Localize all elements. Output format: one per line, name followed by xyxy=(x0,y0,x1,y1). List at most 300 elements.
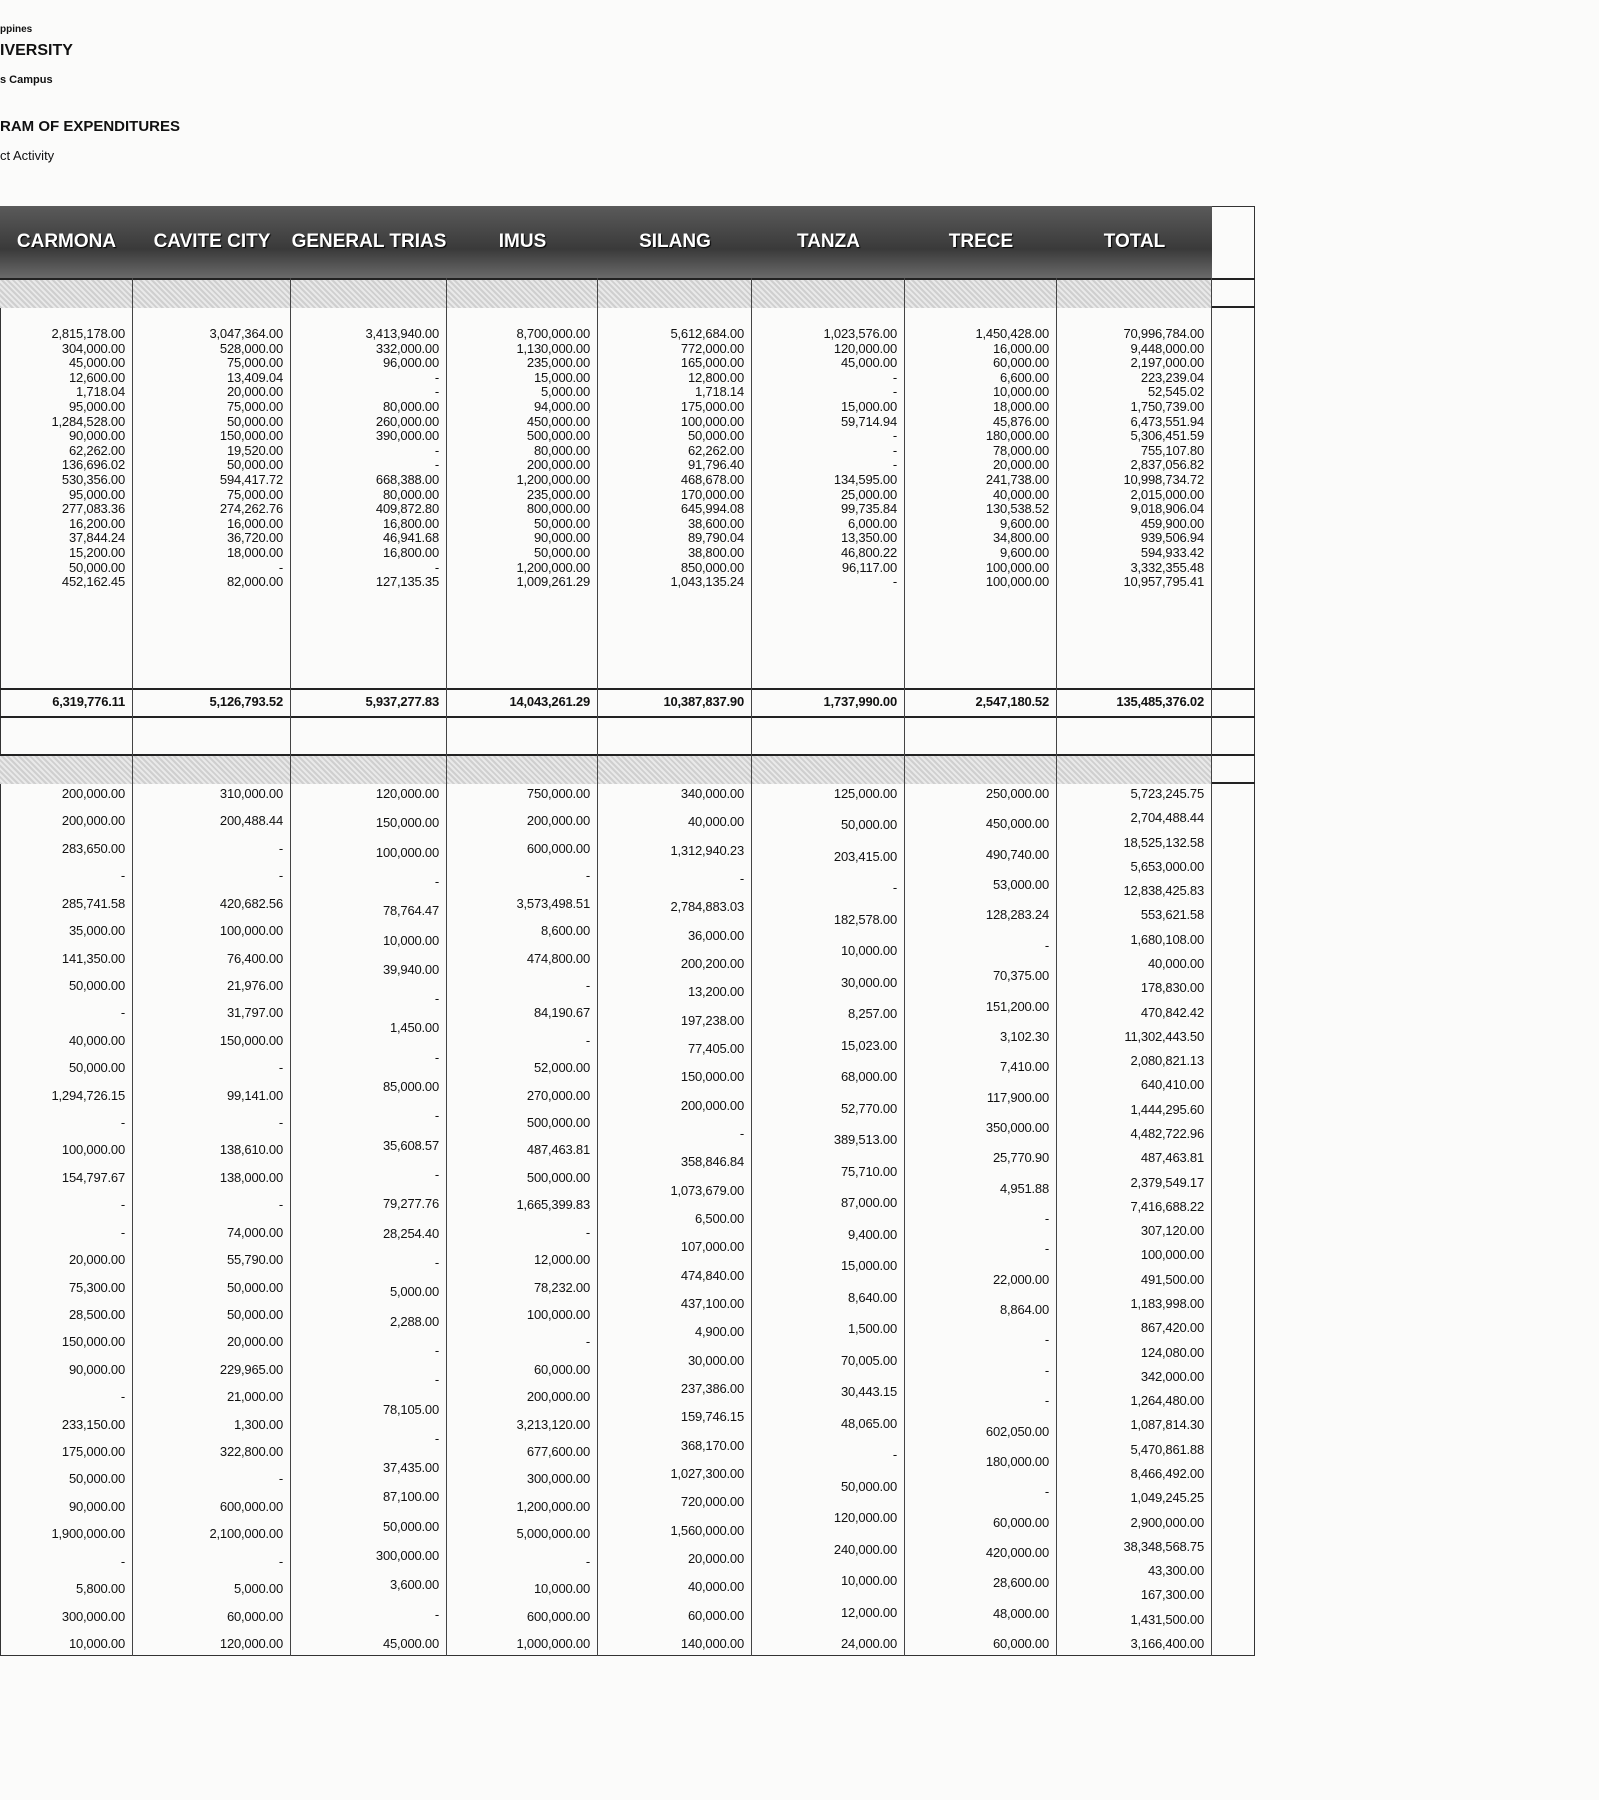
table-cell: 1,200,000.00 xyxy=(516,1498,590,1514)
column-trece xyxy=(905,206,1057,1656)
table-cell: 409,872.80 xyxy=(375,501,439,517)
table-cell: 420,682.56 xyxy=(219,895,283,911)
table-cell: 250,000.00 xyxy=(985,786,1049,801)
table-cell: 5,653,000.00 xyxy=(1130,858,1204,874)
table-cell: 75,000.00 xyxy=(226,399,283,414)
table-cell: 50,000.00 xyxy=(382,1518,439,1534)
table-cell: 159,746.15 xyxy=(680,1409,744,1425)
table-cell: 36,720.00 xyxy=(226,530,283,546)
table-cell: - xyxy=(120,1005,125,1021)
table-cell: 1,312,940.23 xyxy=(670,842,744,858)
table-cell: - xyxy=(434,1342,439,1358)
table-cell: - xyxy=(434,1606,439,1622)
table-cell: 5,306,451.59 xyxy=(1130,428,1204,444)
table-cell: - xyxy=(1044,937,1049,953)
table-cell: - xyxy=(1044,1484,1049,1500)
table-cell: - xyxy=(434,457,439,473)
table-cell: 38,800.00 xyxy=(687,545,744,560)
table-cell: 150,000.00 xyxy=(219,1032,283,1048)
table-cell: 87,100.00 xyxy=(382,1489,439,1505)
table-cell: 50,000.00 xyxy=(68,1471,125,1487)
org-line-1: ppines xyxy=(0,24,33,35)
table-cell: 40,000.00 xyxy=(1147,956,1204,971)
table-cell: 237,386.00 xyxy=(680,1381,744,1396)
table-cell: 45,000.00 xyxy=(68,355,125,371)
table-cell: 420,000.00 xyxy=(985,1544,1049,1560)
table-cell: 200,000.00 xyxy=(61,813,125,829)
column-silang xyxy=(598,206,752,1656)
table-cell: 96,117.00 xyxy=(841,559,897,575)
table-cell: 10,000.00 xyxy=(840,1573,897,1589)
table-cell: 1,294,726.15 xyxy=(51,1087,125,1103)
report-subtitle: ct Activity xyxy=(0,148,55,163)
table-cell: 350,000.00 xyxy=(985,1119,1049,1135)
table-cell: 1,680,108.00 xyxy=(1130,931,1204,947)
table-cell: 46,800.22 xyxy=(840,545,897,560)
table-cell: - xyxy=(434,384,439,400)
column-carmona xyxy=(0,206,133,1656)
table-cell: 140,000.00 xyxy=(680,1636,744,1651)
table-cell: 136,696.02 xyxy=(61,457,125,473)
shaded-band xyxy=(598,756,752,784)
table-cell: 200,000.00 xyxy=(526,813,590,829)
table-cell: 100,000.00 xyxy=(680,413,744,429)
table-cell: 84,190.67 xyxy=(533,1005,590,1021)
table-cell: 1,718.14 xyxy=(694,384,744,400)
table-cell: 2,784,883.03 xyxy=(670,899,744,915)
table-cell: 939,506.94 xyxy=(1140,530,1204,546)
table-cell: - xyxy=(434,559,439,575)
table-cell: 200,000.00 xyxy=(61,786,125,801)
table-cell: 10,000.00 xyxy=(992,384,1049,400)
shaded-band xyxy=(752,756,905,784)
table-cell: - xyxy=(585,977,590,993)
table-cell: 490,740.00 xyxy=(985,846,1049,862)
table-cell: 150,000.00 xyxy=(680,1069,744,1085)
expenditure-table xyxy=(0,206,1255,1656)
table-cell: 600,000.00 xyxy=(526,1608,590,1624)
table-cell: 50,000.00 xyxy=(840,1478,897,1494)
table-cell: 9,448,000.00 xyxy=(1130,340,1204,356)
table-cell: 50,000.00 xyxy=(533,515,590,531)
table-cell: 40,000.00 xyxy=(68,1032,125,1048)
table-cell: 3,600.00 xyxy=(389,1577,439,1593)
table-cell: 78,105.00 xyxy=(382,1401,439,1417)
table-cell: 117,900.00 xyxy=(986,1089,1049,1105)
table-cell: 79,277.76 xyxy=(382,1196,439,1212)
table-cell: 175,000.00 xyxy=(61,1444,125,1460)
table-cell: 528,000.00 xyxy=(219,340,283,356)
table-cell: 82,000.00 xyxy=(226,574,283,590)
table-cell: 95,000.00 xyxy=(68,399,125,414)
table-cell: 283,650.00 xyxy=(61,840,125,856)
table-cell: 100,000.00 xyxy=(985,574,1049,590)
table-cell: 9,600.00 xyxy=(999,545,1049,560)
table-cell: 37,435.00 xyxy=(382,1460,439,1476)
table-cell: 1,027,300.00 xyxy=(670,1466,744,1481)
table-cell: 80,000.00 xyxy=(533,442,590,458)
table-cell: 6,500.00 xyxy=(694,1211,744,1226)
column-header-trece: TRECE xyxy=(905,206,1057,278)
table-cell: 12,600.00 xyxy=(68,369,125,385)
table-cell: 100,000.00 xyxy=(985,559,1049,575)
table-cell: - xyxy=(1044,1362,1049,1378)
table-cell: 13,409.04 xyxy=(226,369,283,385)
table-cell: 15,000.00 xyxy=(840,399,897,414)
table-cell: 1,450.00 xyxy=(389,1020,439,1036)
table-cell: 134,595.00 xyxy=(833,472,897,487)
table-cell: 120,000.00 xyxy=(833,1510,897,1526)
table-cell: 500,000.00 xyxy=(526,1115,590,1131)
table-cell: 1,183,998.00 xyxy=(1130,1296,1204,1311)
table-cell: 310,000.00 xyxy=(219,786,283,801)
table-cell: 390,000.00 xyxy=(375,428,439,444)
table-cell: 867,420.00 xyxy=(1140,1320,1204,1336)
table-cell: 5,000.00 xyxy=(233,1581,283,1597)
table-cell: 277,083.36 xyxy=(61,501,125,517)
table-cell: - xyxy=(739,871,744,886)
table-cell: 340,000.00 xyxy=(680,786,744,801)
table-cell: 28,600.00 xyxy=(992,1575,1049,1591)
table-cell: 437,100.00 xyxy=(680,1296,744,1311)
table-cell: 38,600.00 xyxy=(687,515,744,531)
table-cell: 154,797.67 xyxy=(61,1169,125,1185)
table-cell: 3,166,400.00 xyxy=(1130,1636,1204,1651)
table-cell: 200,000.00 xyxy=(526,457,590,473)
table-cell: 45,876.00 xyxy=(992,413,1049,429)
table-cell: - xyxy=(434,1108,439,1124)
table-cell: 9,018,906.04 xyxy=(1130,501,1204,517)
table-cell: 165,000.00 xyxy=(680,355,744,371)
table-cell: 5,723,245.75 xyxy=(1130,786,1204,801)
table-cell: - xyxy=(278,1197,283,1213)
table-cell: - xyxy=(585,1032,590,1048)
table-cell: 6,473,551.94 xyxy=(1130,413,1204,429)
table-cell: 459,900.00 xyxy=(1140,515,1204,531)
table-cell: 100,000.00 xyxy=(219,923,283,939)
table-cell: 50,000.00 xyxy=(533,545,590,560)
table-cell: 4,951.88 xyxy=(999,1180,1049,1196)
table-cell: 50,000.00 xyxy=(840,817,897,833)
table-cell: 170,000.00 xyxy=(680,486,744,502)
column-header-cavite_city: CAVITE CITY xyxy=(133,206,291,278)
table-cell: 50,000.00 xyxy=(68,1060,125,1076)
table-cell: 78,000.00 xyxy=(992,442,1049,458)
table-cell: 21,000.00 xyxy=(226,1389,283,1405)
table-cell: - xyxy=(278,1115,283,1131)
table-cell: 1,049,245.25 xyxy=(1130,1490,1204,1506)
table-cell: 50,000.00 xyxy=(226,1279,283,1295)
table-cell: 4,900.00 xyxy=(694,1324,744,1340)
report-title: RAM OF EXPENDITURES xyxy=(0,118,181,135)
table-cell: - xyxy=(892,880,897,896)
table-cell: 180,000.00 xyxy=(985,1453,1049,1469)
table-cell: 12,000.00 xyxy=(533,1252,590,1268)
table-cell: 16,000.00 xyxy=(992,340,1049,356)
table-cell: 300,000.00 xyxy=(61,1608,125,1624)
table-cell: 40,000.00 xyxy=(687,1579,744,1595)
table-cell: 368,170.00 xyxy=(680,1437,744,1453)
table-cell: 16,800.00 xyxy=(382,545,439,560)
table-cell: 233,150.00 xyxy=(61,1416,125,1432)
table-cell: - xyxy=(892,369,897,385)
table-cell: 40,000.00 xyxy=(687,814,744,830)
table-cell: 2,900,000.00 xyxy=(1130,1514,1204,1530)
table-cell: 138,000.00 xyxy=(219,1169,283,1185)
table-cell: 15,000.00 xyxy=(533,369,590,385)
table-cell: 141,350.00 xyxy=(61,950,125,966)
table-cell: 500,000.00 xyxy=(526,428,590,444)
table-cell: 55,790.00 xyxy=(226,1252,283,1268)
table-cell: 77,405.00 xyxy=(687,1041,744,1056)
table-cell: 1,718.04 xyxy=(75,384,125,400)
table-cell: 1,450,428.00 xyxy=(975,326,1049,341)
table-cell: 9,600.00 xyxy=(999,515,1049,531)
table-cell: 12,000.00 xyxy=(840,1604,897,1620)
table-cell: 1,560,000.00 xyxy=(670,1522,744,1538)
table-cell: - xyxy=(278,840,283,856)
table-cell: 95,000.00 xyxy=(68,486,125,502)
table-cell: 91,796.40 xyxy=(687,457,744,473)
table-cell: 2,379,549.17 xyxy=(1130,1174,1204,1190)
table-cell: 197,238.00 xyxy=(680,1012,744,1028)
table-cell: 2,288.00 xyxy=(389,1313,439,1329)
shaded-band xyxy=(0,756,133,784)
table-cell: 1,900,000.00 xyxy=(51,1526,125,1542)
table-cell: 178,830.00 xyxy=(1140,980,1204,996)
table-cell: 1,000,000.00 xyxy=(516,1636,590,1651)
table-cell: 16,200.00 xyxy=(68,515,125,531)
table-cell: 15,000.00 xyxy=(840,1258,897,1274)
shaded-band xyxy=(598,280,752,308)
table-cell: 19,520.00 xyxy=(226,442,283,458)
table-cell: 235,000.00 xyxy=(526,486,590,502)
table-cell: 200,000.00 xyxy=(526,1389,590,1405)
table-cell: 203,415.00 xyxy=(833,848,897,864)
table-cell: 90,000.00 xyxy=(533,530,590,546)
table-cell: 52,545.02 xyxy=(1147,384,1204,400)
table-cell: 594,417.72 xyxy=(219,472,283,487)
table-cell: - xyxy=(434,991,439,1007)
table-cell: 772,000.00 xyxy=(680,340,744,356)
table-cell: 60,000.00 xyxy=(992,355,1049,371)
table-cell: 8,700,000.00 xyxy=(516,326,590,341)
table-cell: 3,102.30 xyxy=(999,1028,1049,1044)
table-cell: 35,608.57 xyxy=(382,1137,439,1153)
table-cell: - xyxy=(1044,1332,1049,1348)
table-cell: - xyxy=(739,1126,744,1141)
column-total xyxy=(1057,206,1212,1656)
table-cell: 1,284,528.00 xyxy=(51,413,125,429)
table-cell: - xyxy=(120,1197,125,1213)
column-header-silang: SILANG xyxy=(598,206,752,278)
table-cell: 223,239.04 xyxy=(1140,369,1204,385)
table-cell: 43,300.00 xyxy=(1147,1563,1204,1579)
table-cell: 100,000.00 xyxy=(526,1306,590,1322)
table-cell: 260,000.00 xyxy=(375,413,439,429)
table-cell: - xyxy=(434,1049,439,1065)
table-cell: - xyxy=(120,868,125,884)
shaded-band xyxy=(291,280,447,308)
table-cell: - xyxy=(434,873,439,889)
total-cell: 2,547,180.52 xyxy=(975,694,1049,709)
table-cell: 22,000.00 xyxy=(992,1271,1049,1287)
table-cell: 130,538.52 xyxy=(985,501,1049,517)
table-cell: 200,000.00 xyxy=(680,1097,744,1113)
table-cell: 241,738.00 xyxy=(985,472,1049,487)
table-cell: 1,200,000.00 xyxy=(516,559,590,575)
table-cell: 150,000.00 xyxy=(219,428,283,444)
shaded-band xyxy=(752,280,905,308)
column-header-total: TOTAL xyxy=(1057,206,1212,278)
table-cell: 70,375.00 xyxy=(992,968,1049,984)
table-cell: 1,130,000.00 xyxy=(516,340,590,356)
table-cell: 602,050.00 xyxy=(985,1423,1049,1439)
table-cell: - xyxy=(120,1224,125,1240)
shaded-band xyxy=(133,280,291,308)
table-cell: 3,413,940.00 xyxy=(365,326,439,341)
table-cell: 2,197,000.00 xyxy=(1130,355,1204,371)
table-cell: 5,800.00 xyxy=(75,1581,125,1597)
table-cell: 46,941.68 xyxy=(382,530,439,546)
shaded-band xyxy=(447,280,598,308)
table-cell: 124,080.00 xyxy=(1140,1344,1204,1360)
table-cell: 8,600.00 xyxy=(540,923,590,939)
table-cell: 1,264,480.00 xyxy=(1130,1393,1204,1409)
table-cell: - xyxy=(278,1060,283,1076)
table-cell: 229,965.00 xyxy=(219,1361,283,1377)
table-cell: 62,262.00 xyxy=(68,442,125,458)
table-cell: 10,000.00 xyxy=(840,943,897,959)
table-cell: 720,000.00 xyxy=(680,1494,744,1510)
table-cell: 175,000.00 xyxy=(680,399,744,414)
table-cell: 474,800.00 xyxy=(526,950,590,966)
table-cell: 90,000.00 xyxy=(68,428,125,444)
table-cell: 138,610.00 xyxy=(219,1142,283,1158)
table-cell: 39,940.00 xyxy=(382,961,439,977)
table-cell: 1,200,000.00 xyxy=(516,472,590,487)
table-cell: 94,000.00 xyxy=(533,399,590,414)
table-cell: 755,107.80 xyxy=(1140,442,1204,458)
table-cell: 10,957,795.41 xyxy=(1123,574,1204,590)
table-cell: 10,000.00 xyxy=(382,932,439,948)
table-cell: 60,000.00 xyxy=(992,1636,1049,1651)
table-cell: 50,000.00 xyxy=(226,1306,283,1322)
table-cell: 45,000.00 xyxy=(840,355,897,371)
table-cell: 151,200.00 xyxy=(985,998,1049,1014)
table-cell: 2,704,488.44 xyxy=(1130,810,1204,826)
campus-name: s Campus xyxy=(0,74,53,86)
table-cell: 342,000.00 xyxy=(1140,1368,1204,1384)
table-cell: 50,000.00 xyxy=(226,457,283,473)
table-cell: - xyxy=(892,457,897,473)
table-cell: - xyxy=(120,1553,125,1569)
table-cell: - xyxy=(1044,1241,1049,1257)
table-cell: 470,842.42 xyxy=(1140,1004,1204,1020)
table-cell: - xyxy=(278,1471,283,1487)
table-cell: - xyxy=(434,1430,439,1446)
table-cell: 74,000.00 xyxy=(226,1224,283,1240)
table-cell: 78,764.47 xyxy=(382,903,439,919)
column-header-general_trias: GENERAL TRIAS xyxy=(291,206,447,278)
table-cell: 30,443.15 xyxy=(840,1384,897,1400)
table-cell: 2,015,000.00 xyxy=(1130,486,1204,502)
table-cell: 60,000.00 xyxy=(687,1607,744,1623)
table-cell: 90,000.00 xyxy=(68,1498,125,1514)
column-divider xyxy=(1211,278,1212,1656)
table-cell: 1,073,679.00 xyxy=(670,1182,744,1198)
table-cell: 120,000.00 xyxy=(833,340,897,356)
table-cell: 120,000.00 xyxy=(219,1636,283,1651)
table-cell: 594,933.42 xyxy=(1140,545,1204,560)
table-cell: 24,000.00 xyxy=(840,1636,897,1651)
table-cell: 80,000.00 xyxy=(382,399,439,414)
table-cell: 7,410.00 xyxy=(999,1059,1049,1075)
table-cell: 11,302,443.50 xyxy=(1124,1028,1204,1044)
table-cell: 468,678.00 xyxy=(680,472,744,487)
table-cell: 389,513.00 xyxy=(833,1132,897,1148)
table-cell: 80,000.00 xyxy=(382,486,439,502)
table-cell: 240,000.00 xyxy=(833,1541,897,1557)
table-cell: 128,283.24 xyxy=(985,907,1049,923)
table-cell: 8,864.00 xyxy=(999,1302,1049,1318)
table-cell: - xyxy=(892,442,897,458)
table-cell: 76,400.00 xyxy=(226,950,283,966)
table-cell: 10,000.00 xyxy=(533,1581,590,1597)
total-cell: 10,387,837.90 xyxy=(663,694,744,709)
table-cell: 16,000.00 xyxy=(226,515,283,531)
table-cell: 2,837,056.82 xyxy=(1130,457,1204,473)
table-cell: 20,000.00 xyxy=(687,1551,744,1566)
table-cell: 30,000.00 xyxy=(840,974,897,990)
table-cell: 1,500.00 xyxy=(847,1321,897,1337)
table-cell: 640,410.00 xyxy=(1140,1077,1204,1093)
table-cell: 75,710.00 xyxy=(840,1163,897,1179)
table-cell: 1,009,261.29 xyxy=(516,574,590,590)
table-cell: - xyxy=(892,574,897,590)
table-cell: 645,994.08 xyxy=(680,501,744,517)
table-cell: 75,300.00 xyxy=(68,1279,125,1295)
table-cell: 10,000.00 xyxy=(68,1636,125,1651)
table-cell: 37,844.24 xyxy=(68,530,125,546)
table-cell: 75,000.00 xyxy=(226,486,283,502)
table-cell: 600,000.00 xyxy=(526,840,590,856)
table-cell: 4,482,722.96 xyxy=(1130,1126,1204,1141)
table-cell: 6,600.00 xyxy=(999,369,1049,385)
table-cell: 12,838,425.83 xyxy=(1123,883,1204,899)
table-cell: 34,800.00 xyxy=(992,530,1049,546)
table-cell: 120,000.00 xyxy=(375,786,439,801)
table-cell: 99,735.84 xyxy=(840,501,897,517)
shaded-band xyxy=(1057,756,1212,784)
table-cell: 200,200.00 xyxy=(680,956,744,971)
table-cell: 25,770.90 xyxy=(992,1150,1049,1166)
table-cell: 2,815,178.00 xyxy=(51,326,125,341)
total-cell: 6,319,776.11 xyxy=(52,694,125,709)
table-cell: 1,043,135.24 xyxy=(670,574,744,590)
table-cell: 70,005.00 xyxy=(840,1352,897,1368)
table-cell: 20,000.00 xyxy=(992,457,1049,473)
table-cell: - xyxy=(120,1389,125,1405)
table-cell: 36,000.00 xyxy=(687,927,744,943)
table-cell: 60,000.00 xyxy=(533,1361,590,1377)
table-cell: 52,000.00 xyxy=(533,1060,590,1076)
table-cell: 1,087,814.30 xyxy=(1130,1417,1204,1433)
table-cell: - xyxy=(1044,1211,1049,1226)
table-cell: 99,141.00 xyxy=(226,1087,283,1103)
column-header-imus: IMUS xyxy=(447,206,598,278)
table-cell: 200,488.44 xyxy=(219,813,283,829)
